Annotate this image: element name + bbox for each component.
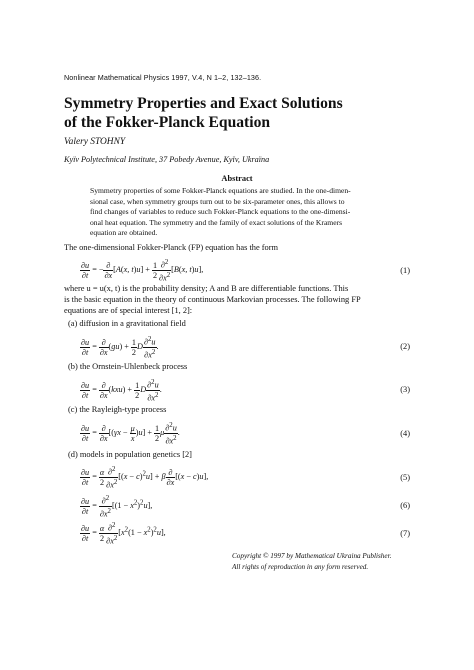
equation-number: (1): [400, 266, 410, 275]
equation-1: $\frac{\partial u}{\partial t}$ = − $\frac{\partial}{\partial x}$ [A(x, t)u] + $\frac{1}{2}$ $\frac{\partial^2}{\partial x^2}$ [B(x, t)u],: [81, 259, 204, 283]
abstract-line: equation are obtained.: [90, 228, 158, 238]
author-affiliation: Kyïv Polytechnical Institute, 37 Pobedy Avenue, Kyïv, Ukraïna: [64, 155, 270, 164]
body-line: equations are of special interest [1, 2]:: [64, 306, 193, 316]
body-line: is the basic equation in the theory of continuous Markovian processes. The following FP: [64, 295, 361, 305]
equation-4: $\frac{\partial u}{\partial t}$ = $\frac{\partial}{\partial x}$ [(γx − $\frac{\mu}{x}$ )u] + $\frac{1}{2}$ μ $\frac{\partial^2u}{\partial x^2}$ .: [81, 422, 180, 446]
equation-number: (7): [400, 529, 410, 538]
copyright-line-1: Copyright © 1997 by Mathematical Ukraina Publisher.: [232, 552, 392, 560]
equation-2: $\frac{\partial u}{\partial t}$ = $\frac{\partial}{\partial x}$ (gu) + $\frac{1}{2}$ D $\frac{\partial^2u}{\partial x^2}$ .: [81, 336, 159, 360]
equation-number: (4): [400, 429, 410, 438]
title-line-1: Symmetry Properties and Exact Solutions: [64, 95, 343, 112]
copyright-notice: [232, 551, 391, 573]
case-a-label: (a) diffusion in a gravitational field: [68, 319, 186, 328]
equation-6: $\frac{\partial u}{\partial t}$ = $\frac{\partial^2}{\partial x^2}$ $[(1 - x^2)^2u]$,: [81, 495, 153, 519]
case-b-label: (b) the Ornstein-Uhlenbeck process: [68, 362, 188, 371]
author-name: Valery STOHNY: [64, 137, 126, 147]
equation-number: (2): [400, 342, 410, 351]
case-c-label: (c) the Rayleigh-type process: [68, 405, 167, 414]
equation-7: $\frac{\partial u}{\partial t}$ = $\frac{\alpha}{2}$ $\frac{\partial^2}{\partial x^2}$ $[x^2(1 - x^2)^2u]$,: [81, 522, 166, 546]
equation-5: $\frac{\partial u}{\partial t}$ = $\frac{\alpha}{2}$ $\frac{\partial^2}{\partial x^2}$ $[(x - c)^2u] + \beta$ $\frac{\partial}{\partial x}$ [(x − c)u],: [81, 466, 209, 490]
copyright-line-2: All rights of reproduction in any form reserved.: [232, 563, 369, 571]
equation-3: $\frac{\partial u}{\partial t}$ = $\frac{\partial}{\partial x}$ (kxu) + $\frac{1}{2}$ D $\frac{\partial^2u}{\partial x^2}$ .: [81, 379, 162, 403]
equation-number: (3): [400, 385, 410, 394]
journal-header: Nonlinear Mathematical Physics 1997, V.4, N 1–2, 132–136.: [64, 73, 262, 82]
title-line-2: of the Fokker-Planck Equation: [64, 114, 271, 131]
body-line: where u = u(x, t) is the probability density; A and B are differentiable functions. This: [64, 284, 349, 293]
body-paragraph: [64, 283, 410, 317]
abstract-line: onal heat equation. The symmetry and the family of exact solutions of the Kramers: [90, 217, 343, 227]
abstract-line: sional case, when symmetry groups turn out to be six-parameter ones, this allows to: [90, 196, 345, 206]
paper-title: [64, 94, 343, 132]
case-d-label: (d) models in population genetics [2]: [68, 450, 192, 459]
equation-number: (5): [400, 473, 410, 482]
abstract-heading: Abstract: [221, 174, 253, 183]
abstract-body: [90, 186, 388, 239]
abstract-line: find changes of variables to reduce such Fokker-Planck equations to the one-dimensi-: [90, 207, 351, 217]
abstract-line: Symmetry properties of some Fokker-Planck equations are studied. In the one-dimen-: [90, 186, 351, 195]
equation-number: (6): [400, 501, 410, 510]
intro-paragraph: The one-dimensional Fokker-Planck (FP) equation has the form: [64, 243, 279, 252]
